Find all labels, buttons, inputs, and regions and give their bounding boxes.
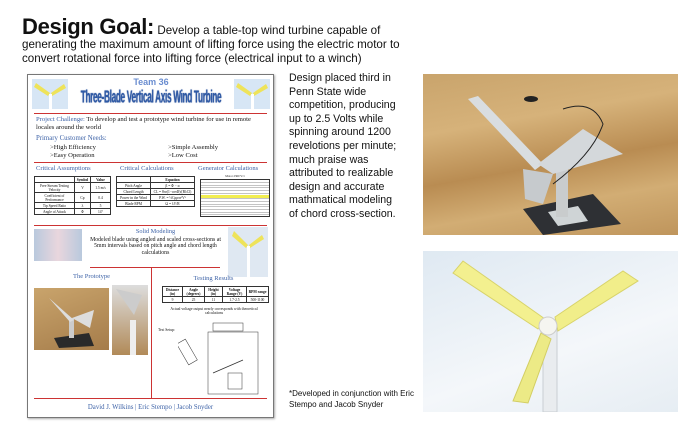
calculations-table: Equation Pitch Angle β = Φ − α Chord Length CL = 8πr(1−cosΦ)/(BλCl) Power in the Wind P.W. = ½Cpρπr²V³ Blade RPM Ω = λV/R xyxy=(116,176,195,207)
generator-subtitle: Motor 2360 V/1 xyxy=(225,174,245,178)
testing-note: Actual voltage output nearly corresponds with theoretical calculations xyxy=(170,307,258,316)
poster xyxy=(27,74,274,418)
test-setup-diagram xyxy=(178,318,268,398)
needs-heading: Primary Customer Needs: xyxy=(36,135,107,142)
cad-render xyxy=(423,251,678,412)
team-label: Team 36 xyxy=(133,77,169,87)
testing-heading: Testing Results xyxy=(193,275,234,282)
testing-table: Distance (in) Angle (degrees) Height (in) Voltage Range (V) RPM range 9 25 11 1.7-2.5 500-1100 xyxy=(162,286,269,303)
need-item: >Simple Assembly xyxy=(168,144,219,151)
design-goal-text: Develop a table-top wind turbine capable of generating the maximum amount of lifting force using the electric motor to convert rotational force into lifting force (electrical input to a winch) xyxy=(22,24,400,65)
calculations-heading: Critical Calculations xyxy=(120,165,174,172)
assumptions-table: Symbol Value Free Stream Testing Velocity V 1.5 m/s Coefficient of Performance Cp 0.4 Tip Speed Ratio λ 5 Angle of Attack Φ 14° xyxy=(34,176,111,215)
project-description: Design placed third in Penn State wide competition, producing up to 2.5 Volts while spinning around 1200 revelotions per minute; much praise was attributed to realizable design and accurate mathmatical modeling of chord cross-section. xyxy=(289,72,397,220)
turbine-model-thumbnail xyxy=(228,227,268,277)
prototype-heading: The Prototype xyxy=(72,273,110,280)
prototype-photo-2 xyxy=(112,285,148,355)
prototype-photo-1 xyxy=(34,288,109,350)
poster-title xyxy=(68,77,234,107)
test-setup-label: Test Setup: xyxy=(158,328,175,332)
solid-modeling-heading: Solid Modeling xyxy=(135,228,176,235)
assumptions-heading: Critical Assumptions xyxy=(36,165,91,172)
prototype-photo xyxy=(423,74,678,235)
project-challenge: Project Challenge: To develop and test a prototype wind turbine for use in remote locales around the world xyxy=(36,116,251,131)
footnote: *Developed in conjunction with Eric Stempo and Jacob Snyder xyxy=(289,389,414,409)
solid-modeling-text: Modeled blade using angled and scaled cross-sections at 5mm intervals based on pitch angle and chord length calculations xyxy=(90,237,221,256)
poster-heading: Three-Blade Vertical Axis Wind Turbine xyxy=(80,87,222,107)
design-goal xyxy=(22,14,422,66)
authors: David J. Wilkins | Eric Stempo | Jacob Snyder xyxy=(87,404,214,411)
generator-table xyxy=(200,179,270,217)
need-item: >High Efficiency xyxy=(50,144,96,151)
blade-model-thumbnail xyxy=(34,229,82,261)
turbine-thumbnail-right xyxy=(234,79,270,109)
need-item: >Low Cost xyxy=(168,152,198,159)
generator-heading: Generator Calculations xyxy=(198,165,259,172)
need-item: >Easy Operation xyxy=(50,152,95,159)
design-goal-title: Design Goal: xyxy=(22,14,155,39)
